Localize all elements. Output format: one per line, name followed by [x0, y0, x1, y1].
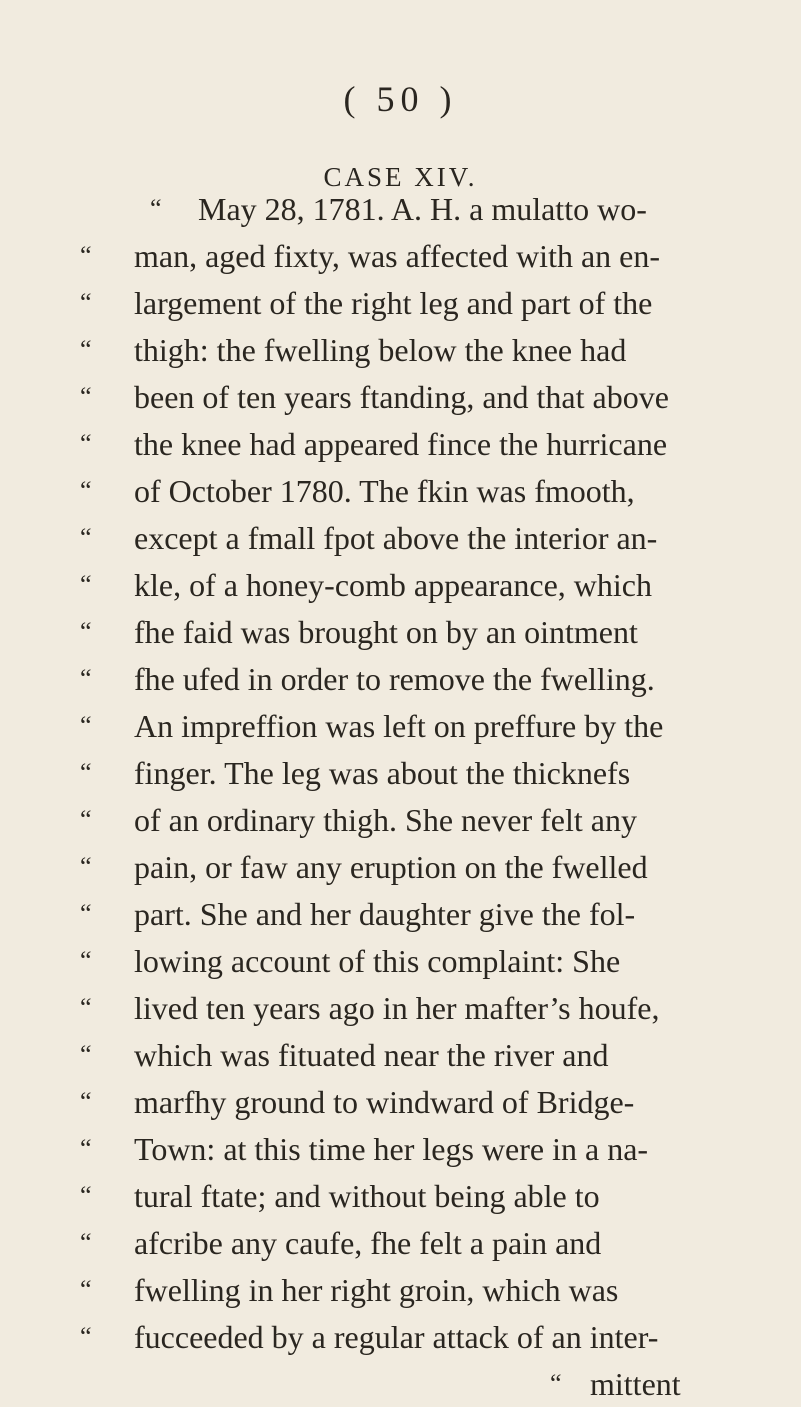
line-text: finger. The leg was about the thicknefs [134, 755, 631, 791]
quote-mark: “ [80, 946, 92, 975]
text-line [0, 327, 801, 373]
line-text: kle, of a honey-comb appearance, which [134, 567, 652, 603]
catchword: mittent [590, 1366, 681, 1402]
quote-mark: “ [80, 1087, 92, 1116]
text-line [0, 374, 801, 420]
line-text: except a fmall fpot above the interior an- [134, 520, 658, 556]
text-line [0, 750, 801, 796]
quote-mark: “ [150, 194, 162, 223]
line-text: Town: at this time her legs were in a na- [134, 1131, 649, 1167]
quote-mark: “ [80, 382, 92, 411]
quote-mark: “ [80, 805, 92, 834]
line-text: fhe ufed in order to remove the fwelling. [134, 661, 655, 697]
text-line [0, 844, 801, 890]
text-line [0, 280, 801, 326]
quote-mark: “ [80, 617, 92, 646]
line-text: part. She and her daughter give the fol- [134, 896, 636, 932]
quote-mark: “ [80, 1181, 92, 1210]
quote-mark: “ [80, 241, 92, 270]
quote-mark: “ [80, 711, 92, 740]
line-text: fucceeded by a regular attack of an inter- [134, 1319, 659, 1355]
text-line [0, 656, 801, 702]
line-text: thigh: the fwelling below the knee had [134, 332, 627, 368]
text-line [0, 1173, 801, 1219]
quote-mark: “ [80, 899, 92, 928]
text-line [0, 1314, 801, 1360]
text-line [0, 1079, 801, 1125]
text-line [0, 468, 801, 514]
page-number: ( 50 ) [343, 79, 458, 119]
line-text: An impreffion was left on preffure by the [134, 708, 664, 744]
quote-mark: “ [80, 1134, 92, 1163]
quote-mark: “ [80, 1275, 92, 1304]
quote-mark: “ [80, 1228, 92, 1257]
quote-mark: “ [80, 523, 92, 552]
line-text: largement of the right leg and part of the [134, 285, 653, 321]
quote-mark: “ [80, 1322, 92, 1351]
quote-mark: “ [80, 664, 92, 693]
quote-mark: “ [80, 288, 92, 317]
quote-mark: “ [80, 993, 92, 1022]
quote-mark: “ [80, 476, 92, 505]
quote-mark: “ [80, 758, 92, 787]
quote-mark: “ [80, 852, 92, 881]
line-text: lowing account of this complaint: She [134, 943, 621, 979]
line-text: tural ftate; and without being able to [134, 1178, 600, 1214]
line-text: May 28, 1781. A. H. a mulatto wo- [198, 191, 647, 227]
line-text: man, aged fixty, was affected with an en- [134, 238, 661, 274]
line-text: pain, or faw any eruption on the fwelled [134, 849, 648, 885]
quote-mark: “ [80, 570, 92, 599]
text-line [0, 891, 801, 937]
line-text: been of ten years ftanding, and that above [134, 379, 669, 415]
line-text: afcribe any caufe, fhe felt a pain and [134, 1225, 602, 1261]
text-line [0, 421, 801, 467]
line-text: of October 1780. The fkin was fmooth, [134, 473, 635, 509]
text-line [0, 515, 801, 561]
line-text: fwelling in her right groin, which was [134, 1272, 619, 1308]
text-line [0, 797, 801, 843]
text-line [0, 703, 801, 749]
text-line [0, 985, 801, 1031]
line-text: of an ordinary thigh. She never felt any [134, 802, 637, 838]
text-line [0, 938, 801, 984]
text-line [0, 609, 801, 655]
quote-mark: “ [80, 429, 92, 458]
text-line [0, 186, 801, 232]
line-text: which was fituated near the river and [134, 1037, 609, 1073]
line-text: marfhy ground to windward of Bridge- [134, 1084, 635, 1120]
text-line [0, 562, 801, 608]
quote-mark: “ [80, 335, 92, 364]
line-text: the knee had appeared fince the hurricane [134, 426, 668, 462]
quote-mark: “ [80, 1040, 92, 1069]
text-line [0, 1032, 801, 1078]
case-title: CASE XIV. [323, 162, 478, 192]
text-line [0, 1267, 801, 1313]
line-text: fhe faid was brought on by an ointment [134, 614, 638, 650]
line-text: lived ten years ago in her mafter’s houfe, [134, 990, 660, 1026]
text-line [0, 1126, 801, 1172]
quote-mark: “ [550, 1369, 562, 1398]
catchword-line [0, 1361, 801, 1407]
text-line [0, 1220, 801, 1266]
text-line [0, 233, 801, 279]
